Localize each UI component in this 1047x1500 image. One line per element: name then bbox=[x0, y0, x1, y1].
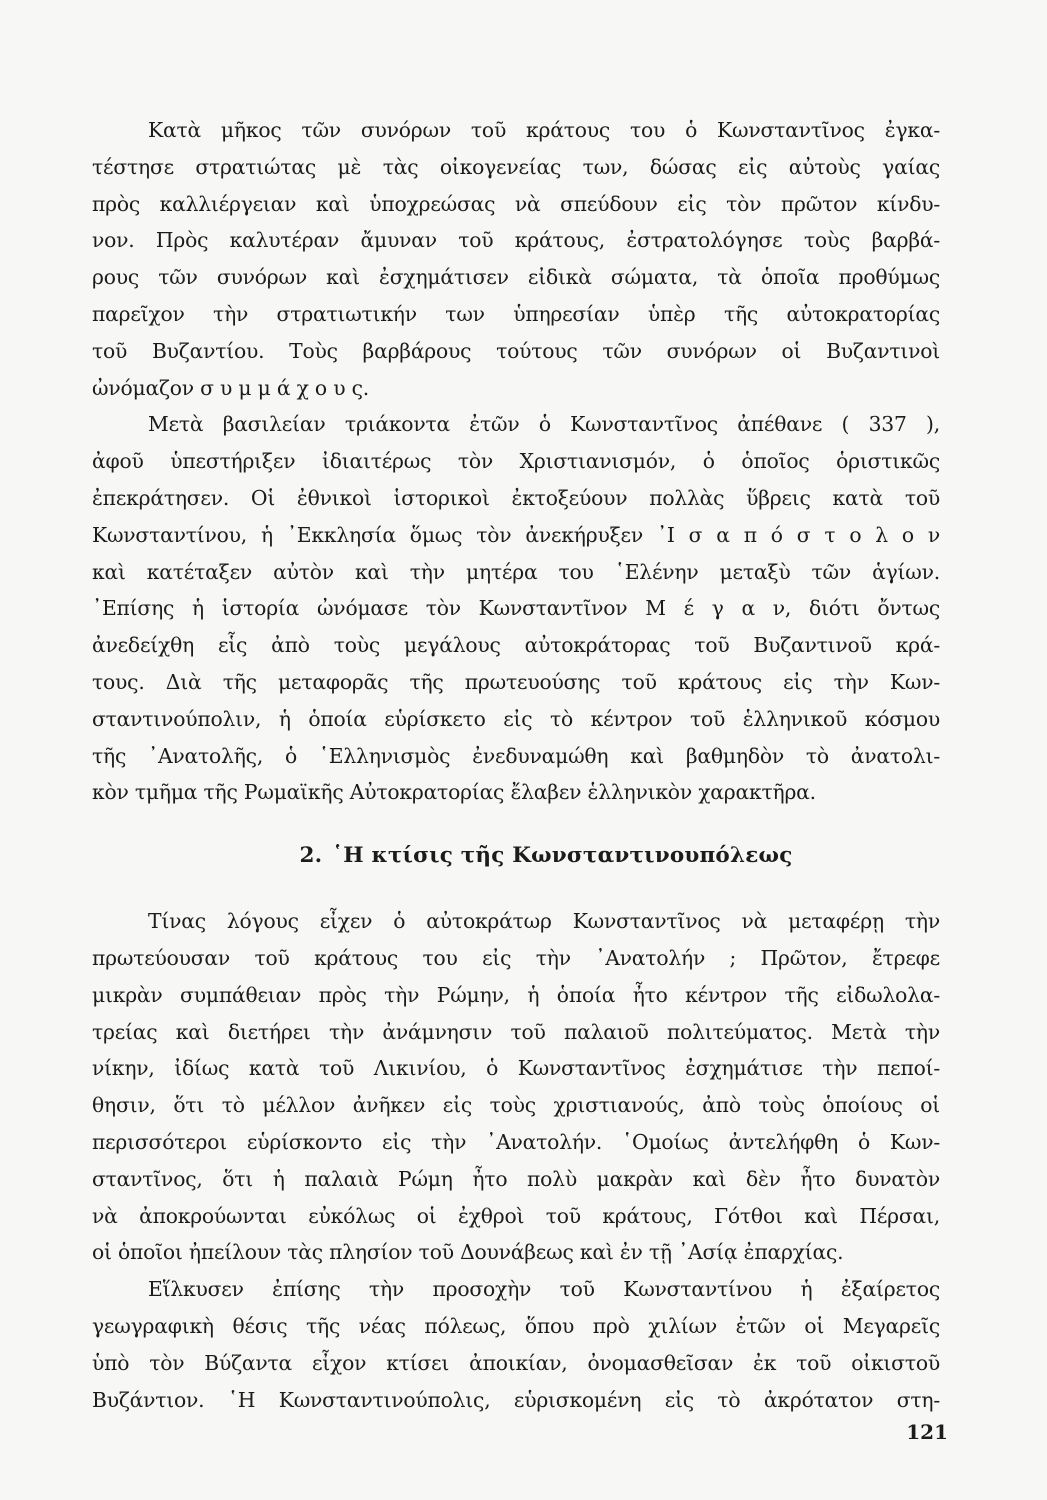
section-1-text bbox=[92, 112, 940, 811]
text-line: τρείας καὶ διετήρει τὴν ἀνάμνησιν τοῦ παλαιοῦ πολιτεύματος. Μετὰ τὴν bbox=[92, 1019, 940, 1044]
text-line: περισσότεροι εὑρίσκοντο εἰς τὴν ᾿Ανατολήν. ῾Ομοίως ἀντελήφθη ὁ Κων- bbox=[92, 1129, 940, 1154]
text-line: τοῦ Βυζαντίου. Τοὺς βαρβάρους τούτους τῶν συνόρων οἱ Βυζαντινοὶ bbox=[92, 338, 940, 363]
text-line: τους. Διὰ τῆς μεταφορᾶς τῆς πρωτευούσης τοῦ κράτους εἰς τὴν Κων- bbox=[92, 669, 940, 694]
text-line: Κωνσταντίνου, ἡ ᾿Εκκλησία ὅμως τὸν ἀνεκήρυξεν ᾿Ι σ α π ό σ τ ο λ ο ν bbox=[92, 522, 940, 547]
text-line: σταντινούπολιν, ἡ ὁποία εὑρίσκετο εἰς τὸ κέντρον τοῦ ἑλληνικοῦ κόσμου bbox=[92, 706, 940, 731]
text-line: γεωγραφικὴ θέσις τῆς νέας πόλεως, ὅπου πρὸ χιλίων ἐτῶν οἱ Μεγαρεῖς bbox=[92, 1313, 940, 1338]
text-line: νὰ ἀποκρούωνται εὐκόλως οἱ ἐχθροὶ τοῦ κράτους, Γότθοι καὶ Πέρσαι, bbox=[92, 1203, 940, 1228]
text-line: πρωτεύουσαν τοῦ κράτους του εἰς τὴν ᾿Ανατολήν ; Πρῶτον, ἔτρεφε bbox=[92, 945, 940, 970]
text-line: οἱ ὁποῖοι ἠπείλουν τὰς πλησίον τοῦ Δουνάβεως καὶ ἐν τῇ ᾿Ασίᾳ ἐπαρχίας. bbox=[92, 1240, 844, 1265]
page-number: 121 bbox=[906, 1420, 948, 1444]
text-line: νίκην, ἰδίως κατὰ τοῦ Λικινίου, ὁ Κωνσταντῖνος ἐσχημάτισε τὴν πεποί- bbox=[92, 1056, 940, 1081]
text-line: παρεῖχον τὴν στρατιωτικήν των ὑπηρεσίαν ὑπὲρ τῆς αὐτοκρατορίας bbox=[92, 301, 940, 326]
text-line: θησιν, ὅτι τὸ μέλλον ἀνῆκεν εἰς τοὺς χριστιανούς, ἀπὸ τοὺς ὁποίους οἱ bbox=[92, 1093, 940, 1118]
section-heading bbox=[92, 838, 940, 902]
text-line: καὶ κατέταξεν αὐτὸν καὶ τὴν μητέρα του ῾Ελένην μεταξὺ τῶν ἁγίων. bbox=[92, 559, 940, 584]
text-line: τῆς ᾿Ανατολῆς, ὁ ῾Ελληνισμὸς ἐνεδυναμώθη καὶ βαθμηδὸν τὸ ἀνατολι- bbox=[92, 743, 940, 768]
text-line: ὑπὸ τὸν Βύζαντα εἶχον κτίσει ἀποικίαν, ὀνομασθεῖσαν ἐκ τοῦ οἰκιστοῦ bbox=[92, 1350, 940, 1375]
text-line: Εἵλκυσεν ἐπίσης τὴν προσοχὴν τοῦ Κωνσταντίνου ἡ ἐξαίρετος bbox=[148, 1277, 940, 1302]
text-line: ἐπεκράτησεν. Οἱ ἐθνικοὶ ἱστορικοὶ ἐκτοξεύουν πολλὰς ὕβρεις κατὰ τοῦ bbox=[92, 485, 940, 510]
text-line: κὸν τμῆμα τῆς Ρωμαϊκῆς Αὐτοκρατορίας ἔλαβεν ἑλληνικὸν χαρακτῆρα. bbox=[92, 780, 816, 805]
text-line: ᾿Επίσης ἡ ἱστορία ὠνόμασε τὸν Κωνσταντῖνον Μ έ γ α ν, διότι ὄντως bbox=[92, 596, 940, 621]
text-line: Τίνας λόγους εἶχεν ὁ αὐτοκράτωρ Κωνσταντῖνος νὰ μεταφέρῃ τὴν bbox=[148, 909, 940, 934]
text-line: ὠνόμαζον σ υ μ μ ά χ ο υ ς. bbox=[92, 375, 369, 400]
text-line: σταντῖνος, ὅτι ἡ παλαιὰ Ρώμη ἦτο πολὺ μακρὰν καὶ δὲν ἦτο δυνατὸν bbox=[92, 1166, 940, 1191]
text-line: Κατὰ μῆκος τῶν συνόρων τοῦ κράτους του ὁ Κωνσταντῖνος ἐγκα- bbox=[148, 118, 940, 142]
text-line: ἀφοῦ ὑπεστήριξεν ἰδιαιτέρως τὸν Χριστιανισμόν, ὁ ὁποῖος ὁριστικῶς bbox=[92, 449, 940, 474]
text-line: τέστησε στρατιώτας μὲ τὰς οἰκογενείας των, δώσας εἰς αὐτοὺς γαίας bbox=[92, 154, 940, 179]
section-number: 2. bbox=[299, 843, 323, 869]
section-2-text bbox=[92, 903, 940, 1418]
text-line: μικρὰν συμπάθειαν πρὸς τὴν Ρώμην, ἡ ὁποία ἦτο κέντρον τῆς εἰδωλολα- bbox=[92, 982, 940, 1007]
text-line: Βυζάντιον. ῾Η Κωνσταντινούπολις, εὑρισκομένη εἰς τὸ ἀκρότατον στη- bbox=[92, 1387, 940, 1412]
text-line: ἀνεδείχθη εἷς ἀπὸ τοὺς μεγάλους αὐτοκράτορας τοῦ Βυζαντινοῦ κρά- bbox=[92, 633, 940, 658]
text-line: ρους τῶν συνόρων καὶ ἐσχημάτισεν εἰδικὰ σώματα, τὰ ὁποῖα προθύμως bbox=[92, 265, 940, 290]
text-line: πρὸς καλλιέργειαν καὶ ὑποχρεώσας νὰ σπεύδουν εἰς τὸν πρῶτον κίνδυ- bbox=[92, 191, 940, 216]
section-title: ῾Η κτίσις τῆς Κωνσταντινουπόλεως bbox=[332, 843, 793, 869]
book-page bbox=[92, 112, 940, 1418]
text-line: Μετὰ βασιλείαν τριάκοντα ἐτῶν ὁ Κωνσταντῖνος ἀπέθανε ( 337 ), bbox=[148, 412, 940, 437]
text-line: νον. Πρὸς καλυτέραν ἄμυναν τοῦ κράτους, ἐστρατολόγησε τοὺς βαρβά- bbox=[92, 228, 940, 253]
